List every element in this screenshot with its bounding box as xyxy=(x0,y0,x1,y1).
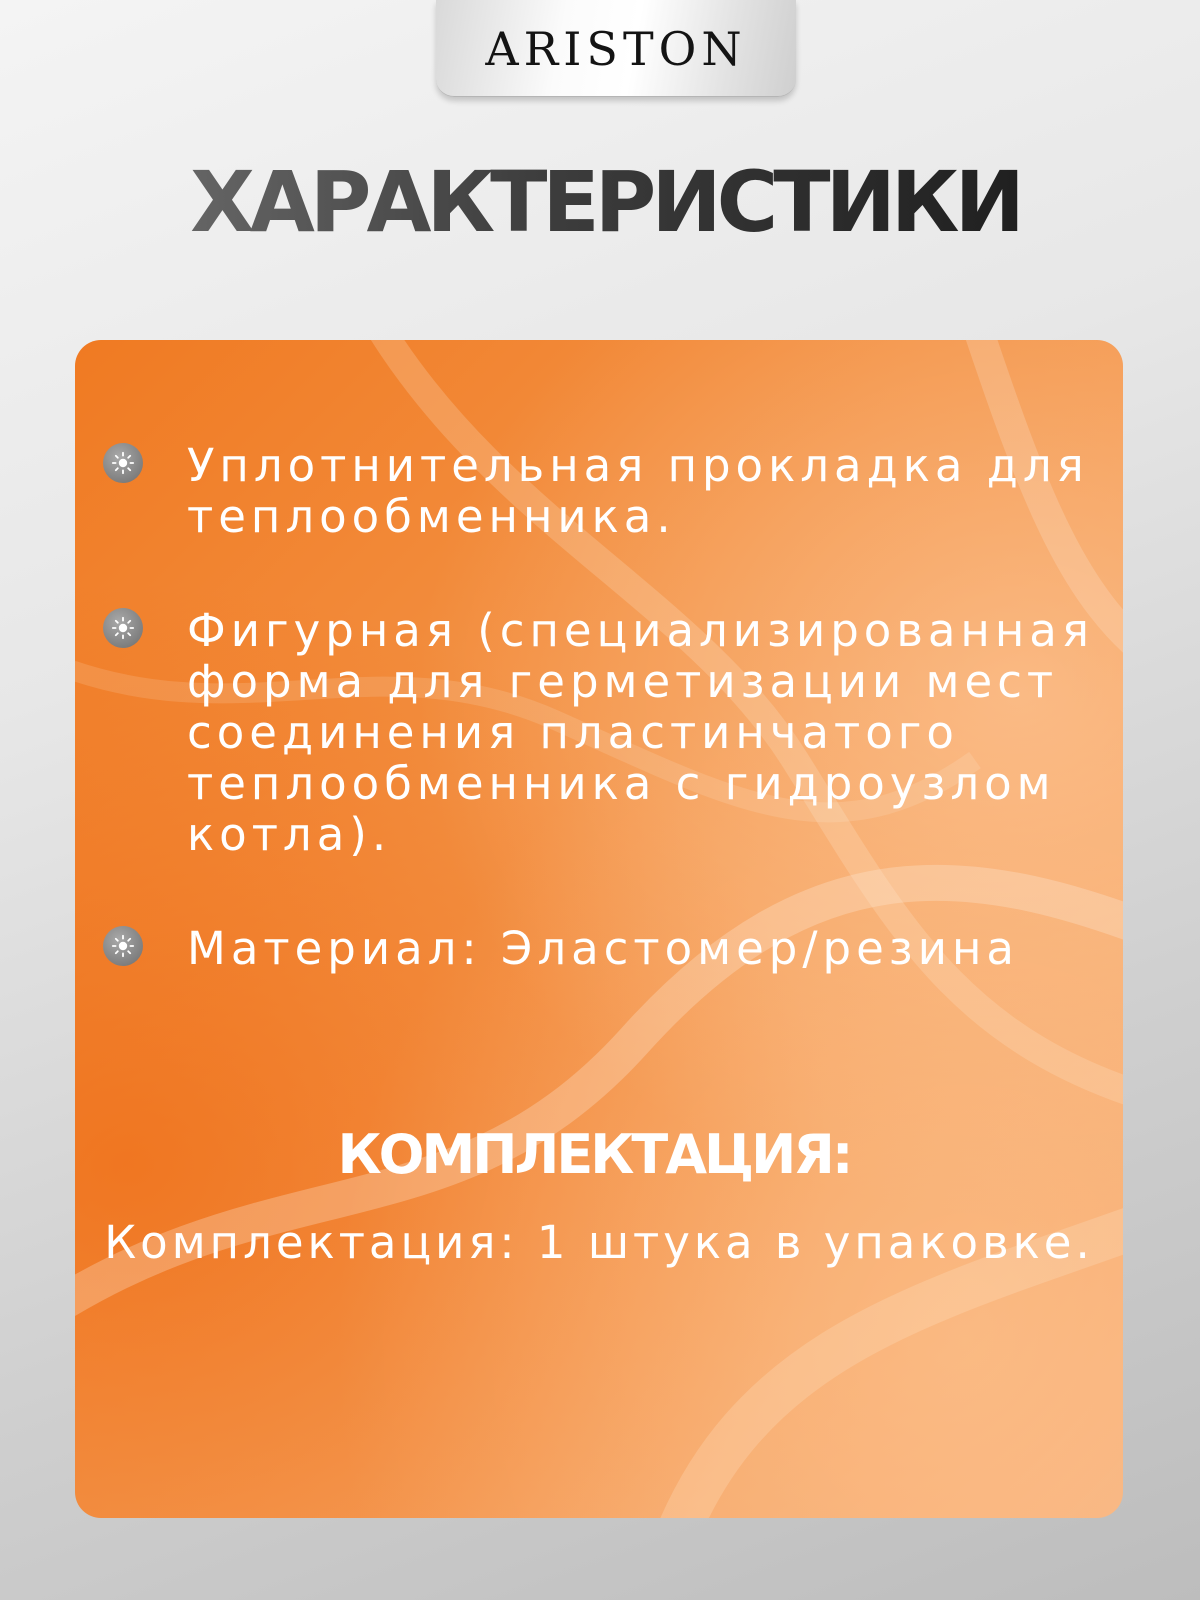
sun-bullet-icon xyxy=(103,443,143,483)
page-title: ХАРАКТЕРИСТИКИ xyxy=(0,160,1200,244)
list-item xyxy=(101,923,1111,974)
feature-text: Уплотнительная прокладка для теплообменника. xyxy=(187,439,1089,543)
characteristics-card xyxy=(75,340,1123,1518)
sun-bullet-icon xyxy=(103,608,143,648)
feature-text: Материал: Эластомер/резина xyxy=(187,922,1019,975)
feature-list xyxy=(101,440,1111,974)
list-item xyxy=(101,605,1111,860)
package-text: Комплектация: 1 штука в упаковке. xyxy=(104,1216,1094,1269)
package-title: КОМПЛЕКТАЦИЯ: xyxy=(337,1123,851,1186)
sun-bullet-icon xyxy=(103,926,143,966)
feature-text: Фигурная (специализированная форма для герметизации мест соединения пластинчатого теплообменника с гидроузлом котла). xyxy=(187,604,1094,861)
list-item xyxy=(101,440,1111,542)
brand-logo: ARISTON xyxy=(485,22,747,76)
brand-tab xyxy=(436,0,796,97)
